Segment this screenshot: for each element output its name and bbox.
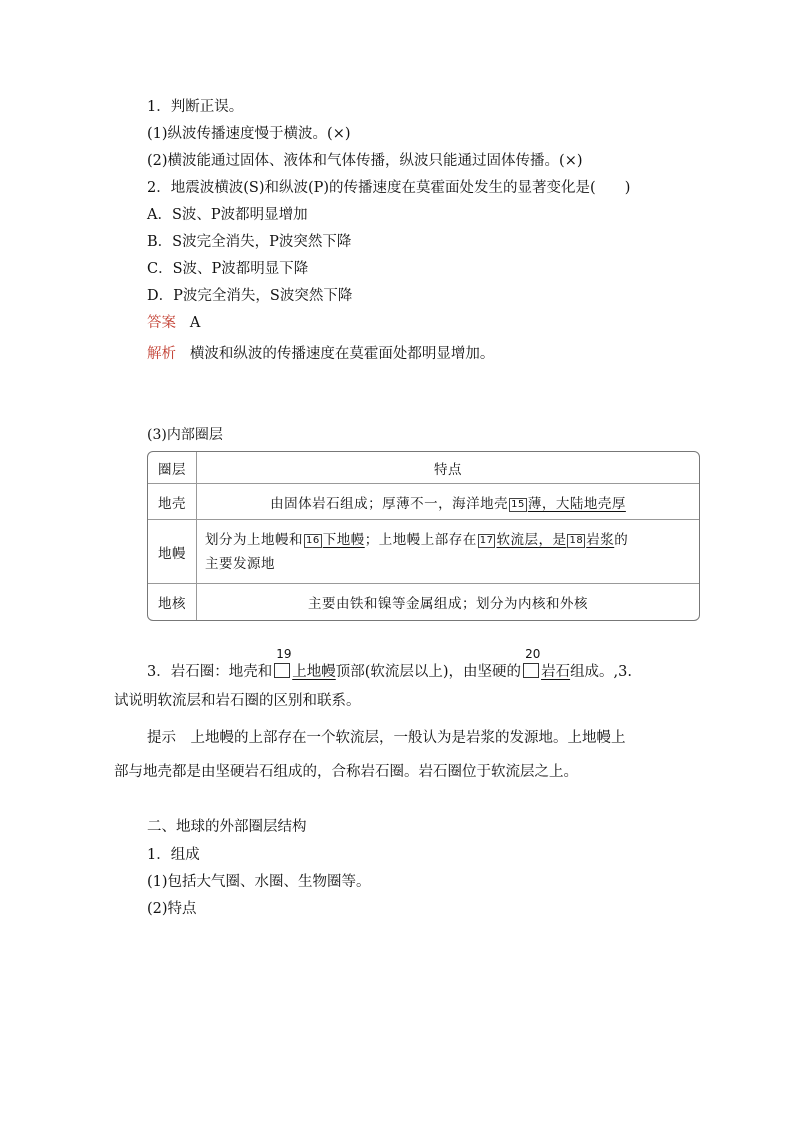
blank-number-16: 16 bbox=[306, 534, 320, 546]
blank-number-20: 20 bbox=[523, 663, 539, 678]
analysis-text: 横波和纵波的传播速度在莫霍面处都明显增加。 bbox=[189, 346, 495, 362]
outer-heading: 二、地球的外部圈层结构 bbox=[147, 819, 307, 835]
hint-line1: 提示 上地幔的上部存在一个软流层，一般认为是岩浆的发源地。上地幔上 bbox=[147, 730, 626, 746]
q2-answer bbox=[147, 313, 200, 333]
header-layer: 圈层 bbox=[148, 452, 197, 484]
hint-line2: 部与地壳都是由坚硬岩石组成的，合称岩石圈。岩石圈位于软流层之上。 bbox=[114, 764, 578, 780]
q2-option-a: A．S波、P波都明显增加 bbox=[147, 207, 308, 223]
crust-desc: 由固体岩石组成；厚薄不一，海洋地壳 15 薄，大陆地壳厚 bbox=[197, 484, 699, 520]
table-row-core bbox=[148, 584, 699, 620]
analysis-label: 解析 bbox=[147, 346, 176, 362]
outer-item2: (2)特点 bbox=[147, 901, 197, 917]
q1-item2: (2)横波能通过固体、液体和气体传播，纵波只能通过固体传播。(×) bbox=[147, 153, 583, 169]
outer-item1: (1)包括大气圈、水圈、生物圈等。 bbox=[147, 874, 371, 890]
header-features: 特点 bbox=[197, 452, 699, 484]
crust-name: 地壳 bbox=[148, 484, 197, 520]
q2-option-d: D．P波完全消失，S波突然下降 bbox=[147, 288, 353, 304]
q3-line1: 3．岩石圈：地壳和 19 上地幔顶部(软流层以上)，由坚硬的 20 岩石组成。,3. bbox=[147, 647, 633, 680]
q3-line2: 试说明软流层和岩石圈的区别和联系。 bbox=[114, 693, 361, 709]
outer-sub1: 1．组成 bbox=[147, 847, 200, 863]
core-desc: 主要由铁和镍等金属组成；划分为内核和外核 bbox=[308, 596, 588, 612]
q2-option-b: B．S波完全消失，P波突然下降 bbox=[147, 234, 352, 250]
table-row-mantle bbox=[148, 520, 699, 584]
q2-stem: 2．地震波横波(S)和纵波(P)的传播速度在莫霍面处发生的显著变化是( ) bbox=[147, 180, 631, 196]
inner-heading: (3)内部圈层 bbox=[147, 427, 223, 443]
answer-value: A bbox=[189, 315, 201, 331]
q2-analysis bbox=[147, 344, 494, 364]
q1-item1: (1)纵波传播速度慢于横波。(×) bbox=[147, 126, 351, 142]
answer-label: 答案 bbox=[147, 315, 176, 331]
q1-title: 1．判断正误。 bbox=[147, 99, 244, 115]
blank-number-15: 15 bbox=[511, 498, 525, 510]
inner-layers-table bbox=[147, 451, 700, 621]
q2-option-c: C．S波、P波都明显下降 bbox=[147, 261, 309, 277]
blank-number-19: 19 bbox=[274, 663, 290, 678]
blank-number-17: 17 bbox=[479, 534, 494, 546]
table-header-row bbox=[148, 452, 699, 484]
core-name: 地核 bbox=[148, 584, 197, 620]
blank-number-18: 18 bbox=[569, 534, 584, 546]
mantle-desc: 划分为上地幔和 16 下地幔；上地幔上部存在 17 软流层，是 18 岩浆的 主要发源地 bbox=[197, 520, 699, 584]
table-row-crust bbox=[148, 484, 699, 520]
mantle-name: 地幔 bbox=[148, 520, 197, 584]
